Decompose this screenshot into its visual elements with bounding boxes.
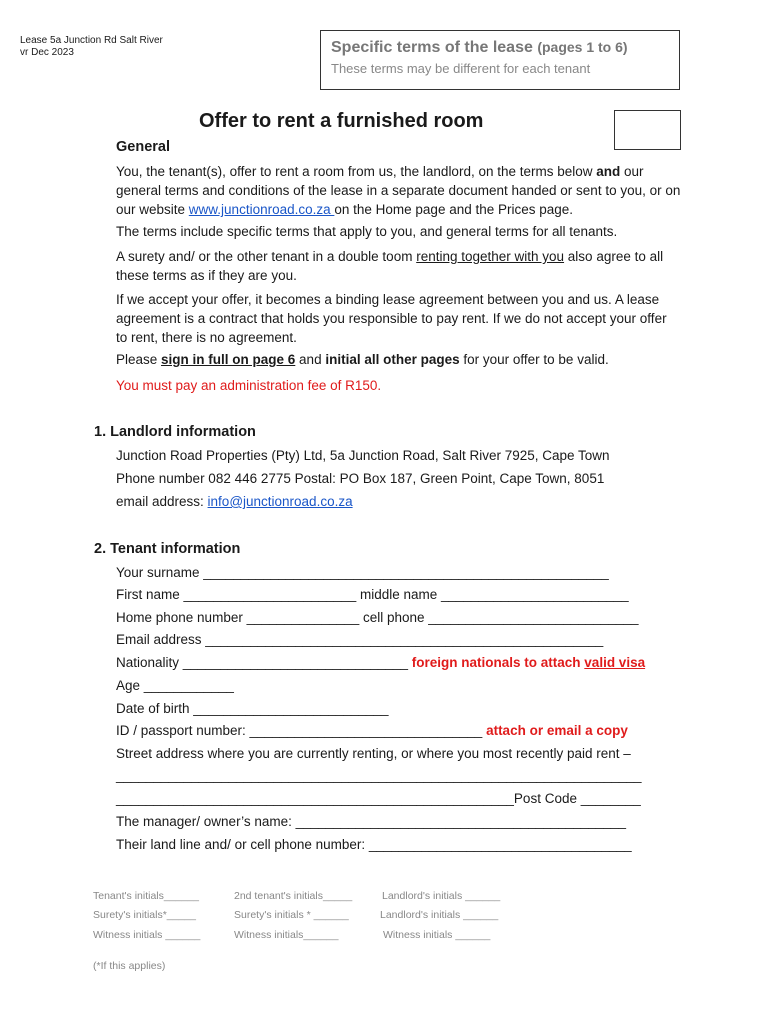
nationality-note: foreign nationals to attach: [411, 655, 585, 670]
page-title: Offer to rent a furnished room: [199, 110, 484, 132]
nationality-field[interactable]: Nationality ______________________________ foreign nationals to attach valid visa: [116, 655, 646, 670]
surname-field[interactable]: Your surname ______________________________________________________: [116, 565, 609, 580]
general-paragraph-2: The terms include specific terms that apply to you, and general terms for all tenants.: [116, 224, 618, 239]
landlord-initials[interactable]: Landlord's initials ______: [382, 890, 501, 902]
phone-fields[interactable]: Home phone number _______________ cell phone ____________________________: [116, 610, 639, 625]
specific-terms-pages: (pages 1 to 6): [537, 39, 628, 55]
landlord-heading: 1. Landlord information: [94, 424, 256, 440]
tenant-heading: 2. Tenant information: [94, 541, 241, 557]
document-id: [20, 35, 163, 59]
tenant-initials[interactable]: Tenant's initials______: [93, 890, 199, 902]
landlord-address: Junction Road Properties (Pty) Ltd, 5a Junction Road, Salt River 7925, Cape Town: [116, 448, 610, 463]
age-field[interactable]: Age ____________: [116, 678, 234, 693]
date-of-birth-field[interactable]: Date of birth __________________________: [116, 701, 389, 716]
witness-initials-3[interactable]: Witness initials ______: [383, 929, 491, 941]
street-address-field[interactable]: ______________________________________________________________________: [116, 768, 642, 783]
second-tenant-initials[interactable]: 2nd tenant's initials_____: [234, 890, 353, 902]
website-link[interactable]: www.junctionroad.co.za: [188, 202, 335, 217]
general-paragraph-4: If we accept your offer, it becomes a binding lease agreement between you and us. A lease agreement is a contract that holds you responsible to pay rent. If we do not accept your offer to rent, there is no agreement.: [116, 292, 667, 345]
witness-initials-2[interactable]: Witness initials______: [234, 929, 339, 941]
page-number-box: [614, 110, 681, 150]
document-id-line1: Lease 5a Junction Rd Salt River: [20, 35, 163, 46]
general-paragraph-5: Please sign in full on page 6 and initial all other pages for your offer to be valid.: [116, 352, 609, 367]
street-address-label: Street address where you are currently renting, or where you most recently paid rent –: [116, 746, 631, 761]
document-id-line2: vr Dec 2023: [20, 47, 74, 58]
landlord-email-link[interactable]: info@junctionroad.co.za: [207, 494, 353, 509]
id-passport-field[interactable]: ID / passport number: _______________________________ attach or email a copy: [116, 723, 628, 738]
witness-initials[interactable]: Witness initials ______: [93, 929, 201, 941]
general-paragraph-1: You, the tenant(s), offer to rent a room from us, the landlord, on the terms below and our general terms and conditions of the lease in a separate document handed or sent to you, or on our website www.junctionroad.co.za on the Home page and the Prices page.: [116, 164, 681, 217]
general-heading: General: [116, 139, 170, 155]
name-fields[interactable]: First name _______________________ middle name _________________________: [116, 587, 629, 602]
post-code-field[interactable]: _____________________________________________________Post Code ________: [116, 791, 641, 806]
landlord-initials-2[interactable]: Landlord's initials ______: [380, 909, 499, 921]
surety-initials-2[interactable]: Surety's initials * ______: [234, 909, 349, 921]
specific-terms-subtitle: These terms may be different for each tenant: [331, 61, 591, 76]
id-attach-note: attach or email a copy: [486, 723, 628, 738]
manager-name-field[interactable]: The manager/ owner’s name: ____________________________________________: [116, 814, 626, 829]
general-paragraph-3: A surety and/ or the other tenant in a double toom renting together with you also agree to all these terms as if they are you.: [116, 249, 664, 283]
landlord-phone-postal: Phone number 082 446 2775 Postal: PO Box 187, Green Point, Cape Town, 8051: [116, 471, 605, 486]
applies-note: (*If this applies): [93, 960, 166, 972]
surety-initials[interactable]: Surety's initials*_____: [93, 909, 196, 921]
specific-terms-title: Specific terms of the lease (pages 1 to 6): [331, 39, 628, 56]
landlord-email: email address: info@junctionroad.co.za: [116, 494, 353, 509]
valid-visa-note: valid visa: [584, 655, 646, 670]
email-field[interactable]: Email address _____________________________________________________: [116, 632, 604, 647]
admin-fee-notice: You must pay an administration fee of R150.: [116, 378, 382, 393]
manager-contact-field[interactable]: Their land line and/ or cell phone number: ___________________________________: [116, 837, 632, 852]
